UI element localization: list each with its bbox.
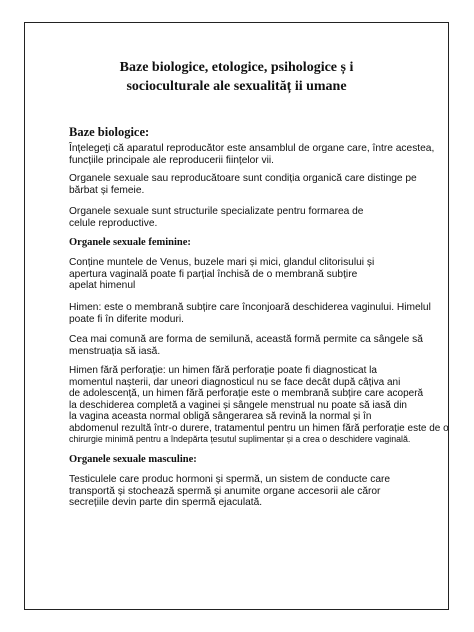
text-line: Testiculele care produc hormoni și spermă, un sistem de conducte care [69,474,391,485]
text-line: Himen fără perforație: un himen fără perforație poate fi diagnosticat la [69,365,377,376]
text-line: Conține muntele de Venus, buzele mari și mici, glandul clitorisului și [69,257,375,268]
text-line: Organele sexuale sau reproducătoare sunt condiția organică care distinge pe [69,173,417,184]
text-line: Organele sexuale sunt structurile specializate pentru formarea de [69,206,364,217]
text-line: funcțiile principale ale reproducerii ființelor vii. [69,154,274,166]
paragraph-imperforate-hymen [69,365,449,446]
section-heading-female: Organele sexuale feminine: [69,237,191,248]
paragraph-sexual-organs [69,173,441,196]
text-line: Cea mai comună are forma de semilună, această formă permite ca sângele să [69,334,423,345]
text-line: bărbat și femeie. [69,184,145,196]
document-page [24,22,449,610]
text-line: secrețiile devin parte din spermă ejaculată. [69,497,263,508]
text-line: de adolescență, un himen fără perforație este o membrană subțire care acoperă [69,388,424,399]
text-line: transportă și stochează spermă și anumite organe accesorii ale căror [69,485,381,497]
document-title-line-1: Baze biologice, etologice, psihologice ș i [119,60,354,75]
document-title-line-2: socioculturale ale sexualităț ii umane [126,79,347,94]
paragraph-male-organs [69,474,441,509]
section-heading-male: Organele sexuale masculine: [69,454,197,465]
text-line: apertura vaginală poate fi parțial închisă de o membrană subțire [69,268,358,280]
text-line: Înțelegeți că aparatul reproducător este ansamblul de organe care, între acestea, [69,143,435,154]
paragraph-reproductive-system [69,143,441,166]
paragraph-semilunar [69,334,441,357]
paragraph-hymen [69,302,441,325]
text-line: chirurgie minimă pentru a îndepărta țesutul suplimentar și a crea o deschidere vaginală. [69,434,411,444]
text-line: abdomenul rezultă într-o durere, tratamentul pentru un himen fără perforație este de o [69,422,449,434]
text-line: la vagina aceasta normal obligă sângerarea să revină la normal și în [69,411,372,422]
text-line: menstruația să iasă. [69,345,161,357]
text-line: apelat himenul [69,280,136,291]
text-line: Himen: este o membrană subțire care înconjoară deschiderea vaginului. Himelul [69,302,431,313]
text-line: la deschiderea completă a vaginei și sângele menstrual nu poate să iasă din [69,399,407,411]
text-line: momentul nașterii, dar uneori diagnosticul nu se face decât după câțiva ani [69,376,401,388]
text-line: poate fi în diferite moduri. [69,313,184,325]
section-heading-biological: Baze biologice: [69,125,150,139]
paragraph-specialized-structures [69,206,441,229]
text-line: celule reproductive. [69,217,158,229]
paragraph-female-organs [69,257,441,292]
